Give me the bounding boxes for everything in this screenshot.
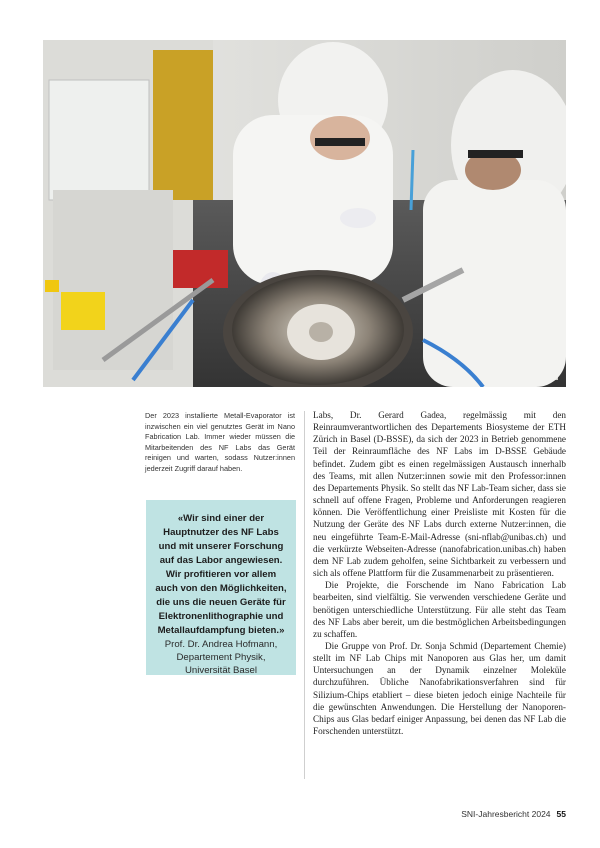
body-text (313, 409, 566, 737)
quote-affiliation: Departement Physik, (176, 652, 266, 663)
publication-title: SNI-Jahresbericht 2024 (461, 809, 551, 819)
paragraph: Die Projekte, die Forschende im Nano Fabrication Lab bearbeiten, sind vielfältig. Sie verwenden verschiedene Geräte und benötigen unterschiedliche Unterstützung. Für alle steht das Team des NF Labs aber bereit, um die bestmöglichen Arbeitsbedingungen zu schaffen. (313, 580, 566, 639)
quote-university: Universität Basel (185, 665, 257, 676)
paragraph: Labs, Dr. Gerard Gadea, regelmässig mit den Reinraumverantwortlichen des Departements Biosysteme der ETH Zürich in Basel (D-BSSE), da sich der 2023 in Betrieb genommene Teil der Reinraumfläche des NF Labs im D-BSSE Gebäude befindet. Zudem gibt es einen regelmässigen Austausch innerhalb des Teams, mit allen Nutzer:innen sowie mit den Professor:innen des Departements Physik. So stellt das NF Lab-Team sicher, dass sie schnell auf offene Fragen, Probleme und Anforderungen reagieren können. Die Veröffentlichung einer Preisliste mit Kosten für die Nutzung der Geräte des NF Labs durch externe Nutzer:innen, die neu eingeführte Team-E-Mail-Adresse (sni-nflab@unibas.ch) und die verkürzte Webseiten-Adresse (nanofabrication.unibas.ch) haben dem NF Lab zudem geholfen, seine Sichtbarkeit zu verbessern und sich als offene Plattform für die Zusammenarbeit zu präsentieren. (313, 410, 566, 579)
quote-text: «Wir sind einer der Hauptnutzer des NF Labs und mit unserer Forschung auf das Labor angewiesen. Wir profitieren vor allem auch von den Möglichkeiten, die uns die neuen Geräte für Elektronenlithographie und Metallaufdampfung bieten.» (155, 513, 287, 636)
quote-author: Prof. Dr. Andrea Hofmann, (164, 639, 278, 650)
pull-quote (146, 500, 296, 675)
page-number: 55 (556, 809, 566, 819)
page-footer (461, 809, 566, 819)
photo-caption: Der 2023 installierte Metall-Evaporator ist inzwischen ein viel genutztes Gerät im Nano Fabrication Lab. Immer wieder müssen die Mitarbeitenden des NF Labs das Gerät reinigen und warten, sodass Nutzer:innen jederzeit Zugriff darauf haben. (145, 411, 295, 473)
lab-photo (43, 40, 566, 387)
column-divider (304, 411, 305, 779)
paragraph: Die Gruppe von Prof. Dr. Sonja Schmid (Departement Chemie) stellt im NF Lab Chips mit Nanoporen aus Glas her, um damit Untersuchungen an der Dynamik einzelner Moleküle durchzuführen. Übliche Nanofabrikationsverfahren sind für Silizium-Chips etabliert – diese bieten jedoch einige Nachteile für die gewünschten Anwendungen. Die Herstellung der Nanoporen-Chips aus Glas bedarf einiger Anpassung, bei denen das NF Lab die Forschenden unterstützt. (313, 640, 566, 737)
